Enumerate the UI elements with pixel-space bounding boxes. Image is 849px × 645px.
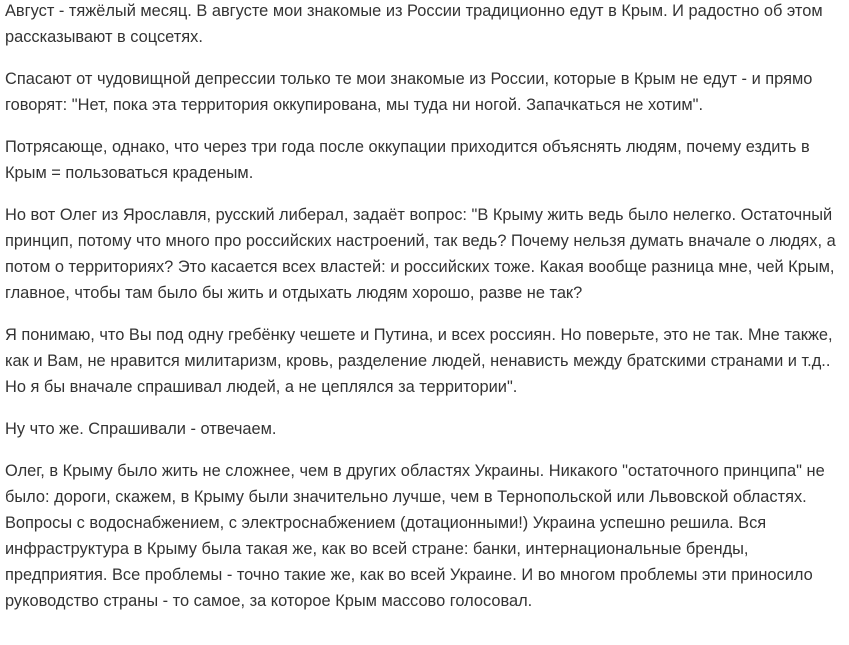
paragraph-1: Август - тяжёлый месяц. В августе мои знакомые из России традиционно едут в Крым. И радостно об этом рассказывают в соцсетях. [5, 2, 823, 46]
paragraph-2: Спасают от чудовищной депрессии только те мои знакомые из России, которые в Крым не едут - и прямо говорят: "Нет, пока эта территория оккупирована, мы туда ни ногой. Запачкаться не хотим". [5, 70, 813, 114]
paragraph-6: Ну что же. Спрашивали - отвечаем. [5, 420, 277, 438]
paragraph-3: Потрясающе, однако, что через три года после оккупации приходится объяснять людям, почему ездить в Крым = пользоваться краденым. [5, 138, 810, 182]
paragraph-5: Я понимаю, что Вы под одну гребёнку чешете и Путина, и всех россиян. Но поверьте, это не так. Мне также, как и Вам, не нравится милитаризм, кровь, разделение людей, ненависть между братскими странами и т.д.. Но я бы вначале спрашивал людей, а не цеплялся за территории". [5, 326, 833, 396]
paragraph-7: Олег, в Крыму было жить не сложнее, чем в других областях Украины. Никакого "остаточного принципа" не было: дороги, скажем, в Крыму были значительно лучше, чем в Тернопольской или Львовской областях. Вопросы с водоснабжением, с электроснабжением (дотационными!) Украина успешно решила. Вся инфраструктура в Крыму была такая же, как во всей стране: банки, интернациональные бренды, предприятия. Все проблемы - точно такие же, как во всей Украине. И во многом проблемы эти приносило руководство страны - то самое, за которое Крым массово голосовал. [5, 462, 825, 610]
paragraph-4: Но вот Олег из Ярославля, русский либерал, задаёт вопрос: "В Крыму жить ведь было нелегко. Остаточный принцип, потому что много про российских настроений, так ведь? Почему нельзя думать вначале о людях, а потом о территориях? Это касается всех властей: и российских тоже. Какая вообще разница мне, чей Крым, главное, чтобы там было бы жить и отдыхать людям хорошо, разве не так? [5, 206, 836, 302]
